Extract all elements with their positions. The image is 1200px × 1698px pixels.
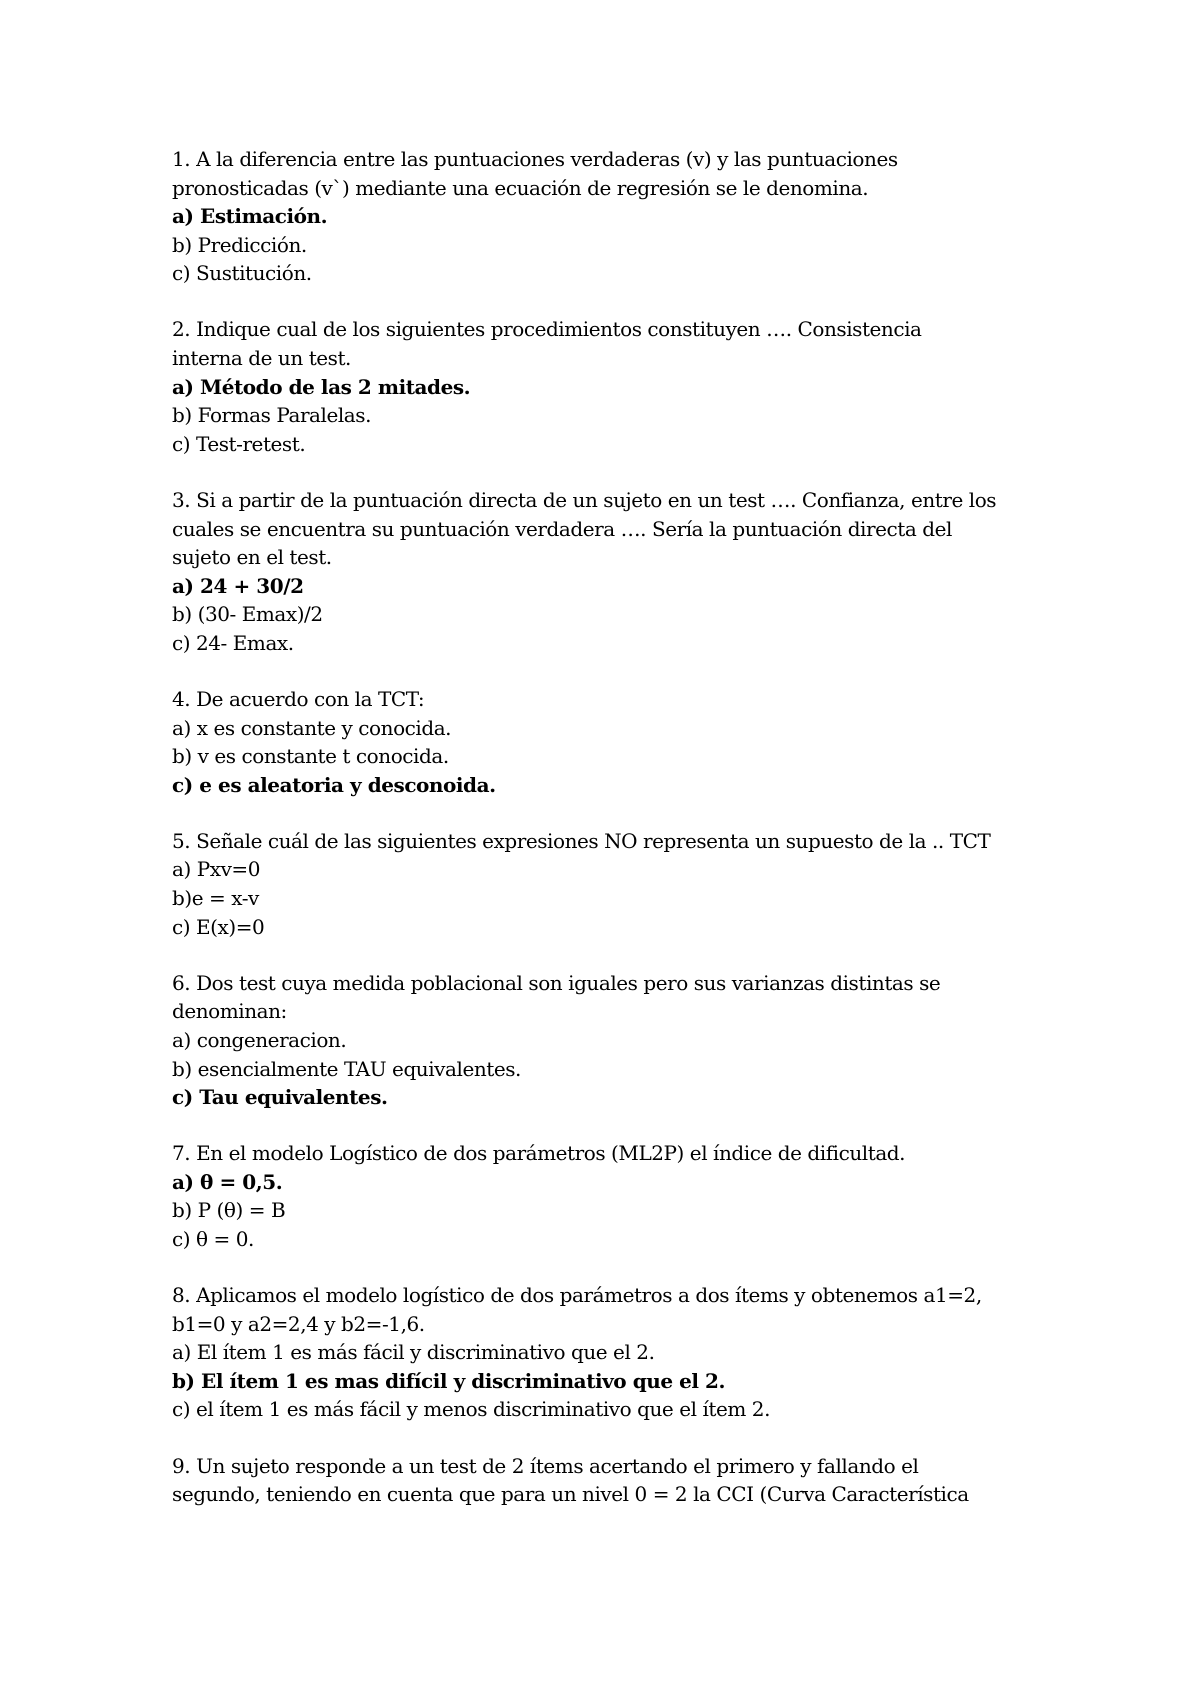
- answer-option-correct: a) Estimación.: [172, 204, 328, 229]
- question-text-line: interna de un test.: [172, 346, 351, 371]
- answer-option: b) (30- Emax)/2: [172, 602, 323, 627]
- question-text-line: 8. Aplicamos el modelo logístico de dos parámetros a dos ítems y obtenemos a1=2,: [172, 1283, 982, 1308]
- question-text-line: 9. Un sujeto responde a un test de 2 ítems acertando el primero y fallando el: [172, 1453, 919, 1478]
- answer-option: b) Formas Paralelas.: [172, 403, 371, 428]
- answer-option: b) esencialmente TAU equivalentes.: [172, 1056, 521, 1081]
- answer-option-correct: c) e es aleatoria y desconoida.: [172, 772, 496, 797]
- answer-option: c) Test-retest.: [172, 431, 306, 456]
- answer-option: a) congeneracion.: [172, 1027, 347, 1052]
- question-text-line: 6. Dos test cuya medida poblacional son iguales pero sus varianzas distintas se: [172, 970, 941, 995]
- answer-option: a) El ítem 1 es más fácil y discriminativo que el 2.: [172, 1340, 655, 1365]
- question-9: [172, 1452, 1072, 1509]
- answer-option: c) E(x)=0: [172, 914, 265, 939]
- answer-option: c) Sustitución.: [172, 261, 312, 286]
- question-text-line: 5. Señale cuál de las siguientes expresiones NO representa un supuesto de la .. TCT: [172, 828, 991, 853]
- answer-option-correct: a) θ = 0,5.: [172, 1169, 283, 1194]
- question-text-line: segundo, teniendo en cuenta que para un nivel 0 = 2 la CCI (Curva Característica: [172, 1482, 969, 1507]
- answer-option: b) v es constante t conocida.: [172, 744, 449, 769]
- answer-option: b) P (θ) = B: [172, 1198, 286, 1223]
- question-text-line: 1. A la diferencia entre las puntuaciones verdaderas (v) y las puntuaciones: [172, 147, 898, 171]
- question-5: [172, 827, 1072, 941]
- question-2: [172, 315, 1072, 458]
- question-list: [172, 145, 1072, 1509]
- question-6: [172, 969, 1072, 1112]
- document-page: [172, 145, 1072, 1536]
- answer-option-correct: b) El ítem 1 es mas difícil y discriminativo que el 2.: [172, 1368, 726, 1393]
- answer-option-correct: a) Método de las 2 mitades.: [172, 374, 471, 399]
- question-text-line: 3. Si a partir de la puntuación directa de un sujeto en un test …. Confianza, entre los: [172, 487, 997, 512]
- question-7: [172, 1139, 1072, 1253]
- question-text-line: pronosticadas (v`) mediante una ecuación de regresión se le denomina.: [172, 175, 869, 200]
- question-text-line: b1=0 y a2=2,4 y b2=-1,6.: [172, 1311, 425, 1336]
- question-text-line: 7. En el modelo Logístico de dos parámetros (ML2P) el índice de dificultad.: [172, 1141, 906, 1166]
- question-text-line: cuales se encuentra su puntuación verdadera …. Sería la puntuación directa del: [172, 516, 952, 541]
- answer-option: a) Pxv=0: [172, 857, 261, 882]
- answer-option: a) x es constante y conocida.: [172, 715, 452, 740]
- question-text-line: sujeto en el test.: [172, 545, 332, 570]
- answer-option-correct: a) 24 + 30/2: [172, 573, 304, 598]
- answer-option: c) θ = 0.: [172, 1227, 254, 1251]
- answer-option: c) el ítem 1 es más fácil y menos discriminativo que el ítem 2.: [172, 1397, 770, 1422]
- answer-option: c) 24- Emax.: [172, 630, 294, 655]
- answer-option: b)e = x-v: [172, 886, 259, 911]
- question-text-line: 2. Indique cual de los siguientes procedimientos constituyen …. Consistencia: [172, 317, 922, 342]
- question-text-line: denominan:: [172, 999, 287, 1024]
- question-8: [172, 1281, 1072, 1424]
- question-text-line: 4. De acuerdo con la TCT:: [172, 687, 425, 711]
- question-3: [172, 486, 1072, 658]
- answer-option-correct: c) Tau equivalentes.: [172, 1085, 388, 1110]
- question-1: [172, 145, 1072, 288]
- answer-option: b) Predicción.: [172, 232, 307, 257]
- question-4: [172, 685, 1072, 799]
